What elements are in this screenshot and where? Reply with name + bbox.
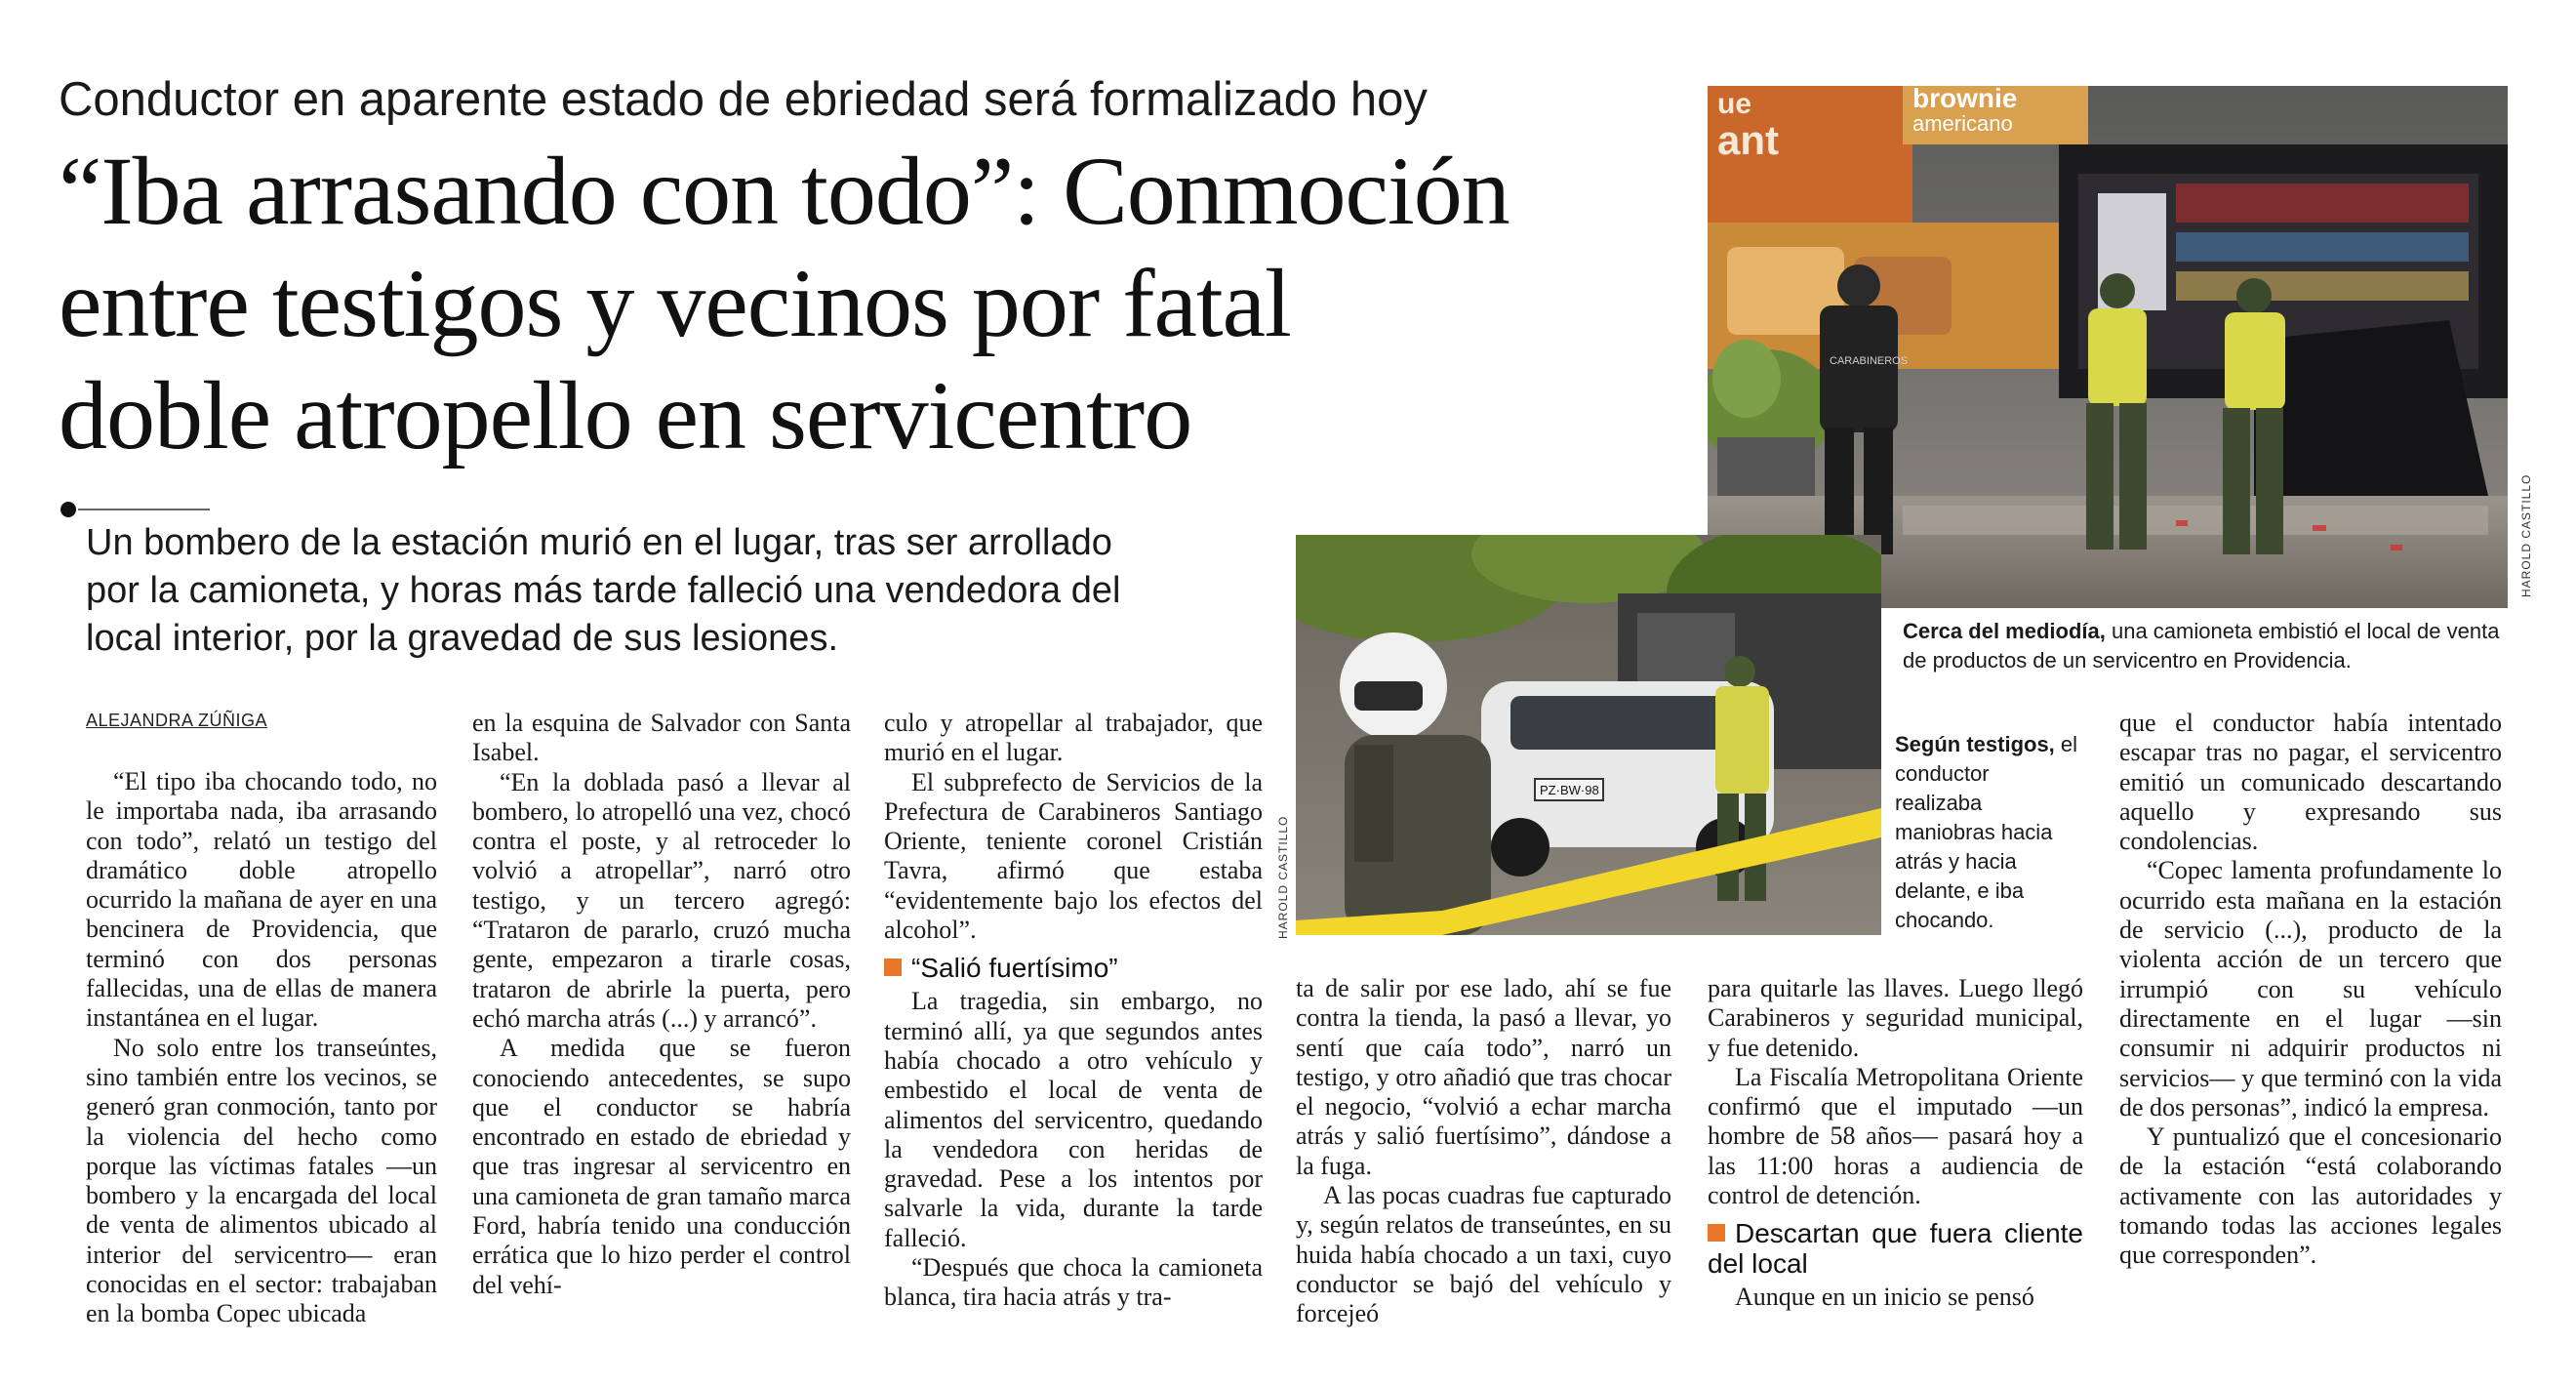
article-column-2 (472, 709, 851, 1300)
photo-credit: HAROLD CASTILLO (2519, 473, 2533, 597)
orange-square-icon (884, 958, 902, 976)
headline (59, 135, 1678, 471)
subheading-text: “Salió fuertísimo” (911, 953, 1118, 984)
paragraph: Aunque en un inicio se pensó (1735, 1283, 2034, 1312)
caption-text: el conductor realizaba maniobras hacia atrás y hacia delante, e iba chocando. (1895, 732, 2078, 932)
paragraph: Y puntualizó que el concesionario de la estación “está colaborando activamente con las autoridades y tomando todas las acciones legales que corresponden”. (2119, 1122, 2502, 1270)
orange-square-icon (1708, 1224, 1725, 1242)
paragraph: No solo entre los transeúntes, sino también entre los vecinos, se generó gran conmoción, tanto por la violencia del hecho como porque las víctimas fatales —un bombero y la encargada del local de venta de alimentos ubicado al interior del servicentro— eran conocidas en el sector: trabajaban en la bomba Copec ubicada (86, 1033, 437, 1328)
secondary-photo-illustration (1296, 535, 1881, 935)
headline-line: doble atropello en servicentro (59, 361, 1192, 469)
paragraph: en la esquina de Salvador con Santa Isabel. (472, 709, 851, 767)
sign-text: ant (1717, 117, 1779, 163)
paragraph: A las pocas cuadras fue capturado y, según relatos de transeúntes, en su huida había chocado a un taxi, cuyo conductor se bajó del vehículo y forcejeó (1296, 1181, 1671, 1328)
caption-text: una camioneta embistió el local de venta de productos de un servicentro en Providencia. (1903, 619, 2500, 673)
kicker: Conductor en aparente estado de ebriedad será formalizado hoy (59, 73, 1428, 126)
deck-line: por la camioneta, y horas más tarde falleció una vendedora del (86, 570, 1121, 611)
headline-line: entre testigos y vecinos por fatal (59, 249, 1291, 357)
main-photo (1708, 86, 2508, 608)
secondary-photo-caption (1895, 730, 2080, 935)
sign-text: ue (1717, 88, 1752, 120)
paragraph: “En la doblada pasó a llevar al bombero, lo atropelló una vez, chocó contra el poste, y al retroceder lo volvió a atropellar”, narró otro testigo, y un tercero agregó: “Trataron de pararlo, cruzó mucha gente, empezaron a tirarle cosas, trataron de abrirle la puerta, pero echó marcha atrás (...) y arrancó”. (472, 767, 851, 1033)
sign-text: brownie (1912, 86, 2018, 113)
secondary-photo (1296, 535, 1881, 935)
deck-line: Un bombero de la estación murió en el lugar, tras ser arrollado (86, 522, 1112, 563)
paragraph: “Copec lamenta profundamente lo ocurrido esta mañana en la estación de servicio (...), producto de la violenta acción de un tercero que irrumpió con su vehículo directamente en el lugar —sin consumir ni adquirir productos ni servicios— y que terminó con la vida de dos personas”, indicó la empresa. (2119, 856, 2502, 1121)
subheading (884, 953, 1263, 983)
main-photo-illustration (1708, 86, 2508, 608)
deck (86, 519, 1286, 663)
paragraph: El subprefecto de Servicios de la Prefectura de Carabineros Santiago Oriente, teniente coronel Cristián Tavra, afirmó que estaba “evidentemente bajo los efectos del alcohol”. (884, 767, 1263, 945)
article-column-6 (2119, 709, 2502, 1271)
paragraph: La tragedia, sin embargo, no terminó allí, ya que segundos antes había chocado a otro vehículo y embestido el local de venta de alimentos del servicentro, quedando la vendedora con heridas de gravedad. Pese a los intentos por salvarle la vida, durante la tarde falleció. (884, 987, 1263, 1252)
paragraph: “Después que choca la camioneta blanca, tira hacia atrás y tra- (884, 1253, 1263, 1312)
article-column-3 (884, 709, 1263, 1313)
caption-lead: Cerca del mediodía, (1903, 619, 2106, 643)
paragraph: culo y atropellar al trabajador, que murió en el lugar. (884, 709, 1263, 767)
subheading-text: Descartan que fuera cliente del local (1708, 1218, 2083, 1280)
paragraph: A medida que se fueron conociendo antecedentes, se supo que el conductor se habría encontrado en estado de ebriedad y que tras ingresar al servicentro en una camioneta de gran tamaño marca Ford, habría tenido una conducción errática que lo hizo perder el control del vehí- (472, 1034, 851, 1299)
deck-line: local interior, por la gravedad de sus lesiones. (86, 618, 839, 659)
headline-line: “Iba arrasando con todo”: Conmoción (59, 137, 1509, 245)
paragraph: ta de salir por ese lado, ahí se fue contra la tienda, la pasó a llevar, yo sentí que caía todo”, narró un testigo, y otro añadió que tras chocar el negocio, “volvió a echar marcha atrás y salió fuertísimo”, dándose a la fuga. (1296, 974, 1671, 1180)
decorative-rule (78, 509, 210, 510)
sign-text: americano (1912, 111, 2013, 136)
byline: ALEJANDRA ZÚÑIGA (86, 711, 268, 730)
paragraph: “El tipo iba chocando todo, no le importaba nada, iba arrasando con todo”, relató un testigo del dramático doble atropello ocurrido la mañana de ayer en una bencinera de Providencia, que terminó con dos personas fallecidas, una de ellas de manera instantánea en el lugar. (86, 767, 437, 1033)
article-column-1 (86, 767, 437, 1329)
main-photo-caption (1903, 617, 2508, 675)
photo-credit: HAROLD CASTILLO (1276, 815, 1290, 939)
license-plate: PZ·BW·98 (1540, 783, 1599, 797)
paragraph: que el conductor había intentado escapar tras no pagar, el servicentro emitió un comunicado descartando aquello y expresando sus condolencias. (2119, 709, 2502, 856)
subheading (1708, 1218, 2083, 1279)
vest-text: CARABINEROS (1830, 355, 1909, 367)
decorative-dot (60, 502, 76, 517)
caption-lead: Según testigos, (1895, 732, 2055, 756)
paragraph: La Fiscalía Metropolitana Oriente confirmó que el imputado —un hombre de 58 años— pasará hoy a las 11:00 horas a audiencia de control de detención. (1708, 1062, 2083, 1210)
article-column-4 (1296, 974, 1671, 1329)
article-column-5 (1708, 974, 2083, 1313)
paragraph: para quitarle las llaves. Luego llegó Carabineros y seguridad municipal, y fue detenido. (1708, 974, 2083, 1062)
